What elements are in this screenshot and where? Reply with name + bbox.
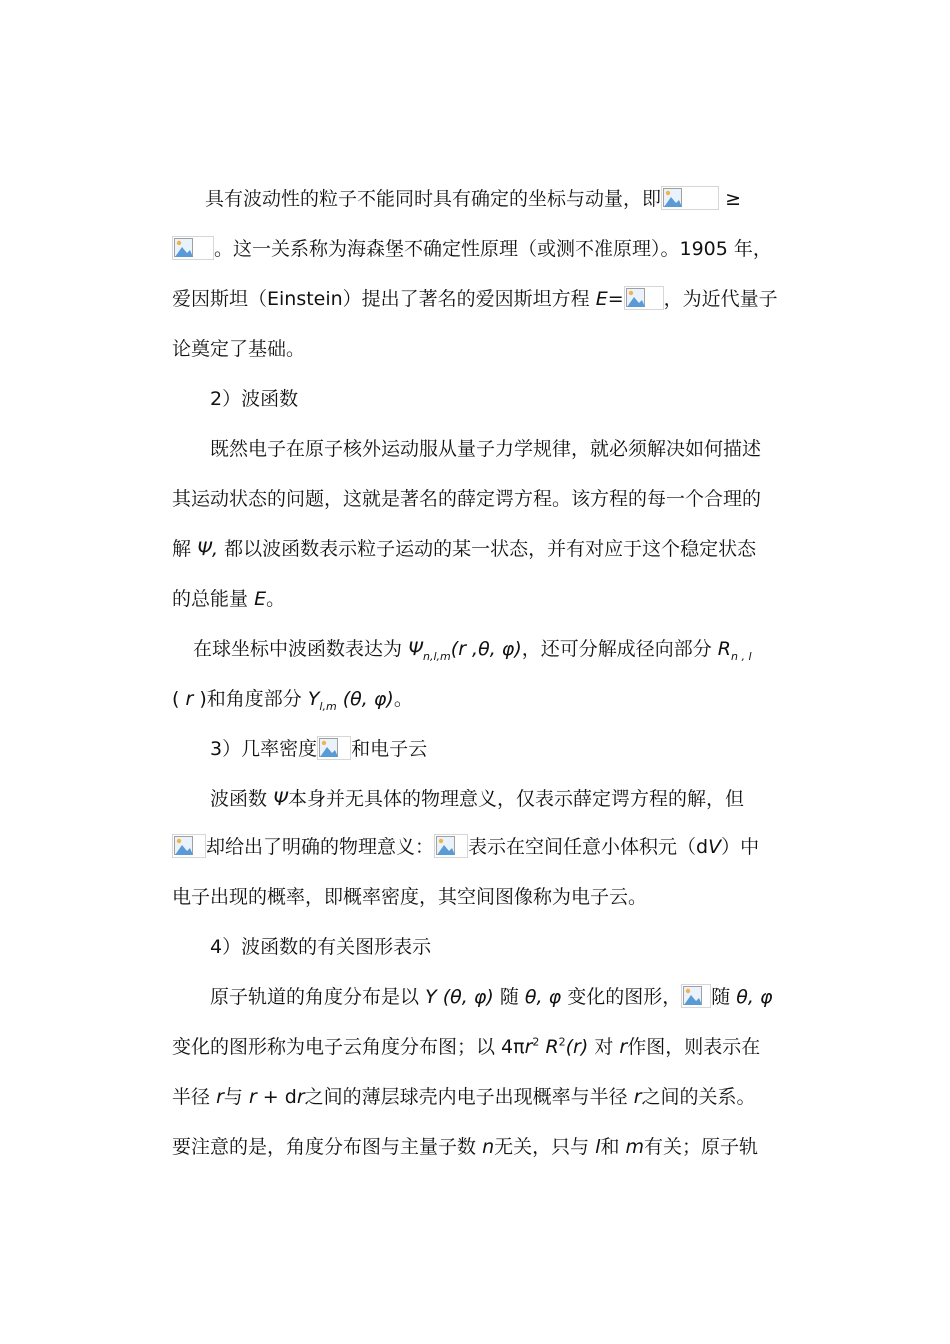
text: 和 (600, 1136, 620, 1158)
text: 变化的图形， (567, 986, 682, 1008)
broken-image-icon (434, 834, 468, 858)
math-var: n (482, 1136, 495, 1158)
math-args: (θ, φ) (442, 986, 494, 1008)
text: 既然电子在原子核外运动服从量子力学规律，就必须解决如何描述 (210, 438, 762, 460)
paragraph-1-line-1 (205, 184, 741, 214)
math-var: r (248, 1086, 257, 1108)
math-var: E (595, 288, 608, 310)
math-var: Y (425, 986, 437, 1008)
text: 之间的关系。 (641, 1086, 756, 1108)
math-superscript: 2 (532, 1035, 540, 1049)
text: 解 (172, 538, 192, 560)
broken-image-icon (661, 186, 719, 210)
math-subscript: n , l (731, 649, 752, 663)
text: 爱因斯坦（Einstein）提出了著名的爱因斯坦方程 (172, 288, 590, 310)
math-subscript: n,l,m (423, 649, 451, 663)
math-var: Ψ, (197, 538, 219, 560)
math-var: R (545, 1036, 559, 1058)
math-superscript: 2 (558, 1035, 566, 1049)
text: 和角度部分 (206, 688, 302, 710)
paragraph-3-line-2 (172, 684, 413, 714)
text: 对 (594, 1036, 614, 1058)
math-var: r (619, 1036, 628, 1058)
math-var: r (524, 1036, 533, 1058)
text: 原子轨道的角度分布是以 (210, 986, 420, 1008)
math-var: r (296, 1086, 305, 1108)
math-var: Y (307, 688, 320, 710)
math-var: r (185, 688, 194, 710)
text: 在球坐标中波函数表达为 (193, 638, 403, 660)
paragraph-4-line-1 (210, 784, 744, 814)
paragraph-2-line-4 (172, 584, 285, 614)
text: 都以波函数表示粒子运动的某一状态，并有对应于这个稳定状态 (224, 538, 757, 560)
text: 表示在空间任意小体积元（d (468, 836, 709, 858)
text: 。 (393, 688, 413, 710)
text: ，还可分解成径向部分 (521, 638, 712, 660)
math-var: r (633, 1086, 642, 1108)
text: ( (172, 688, 180, 710)
math-var: E (254, 588, 267, 610)
text: 波函数 (210, 788, 268, 810)
text: ≥ (725, 188, 741, 210)
paragraph-5-line-1 (210, 982, 773, 1012)
math-var: Ψ (273, 788, 289, 810)
text: 2）波函数 (210, 388, 299, 410)
text: 论奠定了基础。 (172, 338, 306, 360)
math-var: r (216, 1086, 224, 1108)
broken-image-icon (172, 834, 206, 858)
text: 有关；原子轨 (644, 1136, 759, 1158)
paragraph-1-line-4 (172, 334, 305, 364)
text: 随 (711, 986, 731, 1008)
paragraph-2-line-2 (172, 484, 761, 514)
text: + d (262, 1086, 297, 1108)
text: = (607, 288, 624, 310)
math-args: (θ, φ) (342, 688, 394, 710)
text: 变化的图形称为电子云角度分布图；以 4π (172, 1036, 525, 1058)
heading-4 (210, 932, 431, 962)
heading-3 (210, 734, 427, 764)
text: ）中 (721, 836, 760, 858)
broken-image-icon (624, 286, 664, 310)
paragraph-2-line-1 (210, 434, 761, 464)
math-args: (r) (565, 1036, 589, 1058)
paragraph-5-line-3 (172, 1082, 756, 1112)
text: 具有波动性的粒子不能同时具有确定的坐标与动量，即 (205, 188, 662, 210)
text: 本身并无具体的物理意义，仅表示薛定谔方程的解，但 (288, 788, 745, 810)
paragraph-5-line-2 (172, 1032, 760, 1062)
text: 3）几率密度 (210, 738, 318, 760)
text: 电子出现的概率，即概率密度，其空间图像称为电子云。 (172, 886, 648, 908)
broken-image-icon (681, 984, 711, 1008)
text: 无关，只与 (494, 1136, 590, 1158)
text: 其运动状态的问题，这就是著名的薛定谔方程。该方程的每一个合理的 (172, 488, 762, 510)
math-var: Ψ (408, 638, 424, 660)
text: 与 (223, 1086, 243, 1108)
text: 。这一关系称为海森堡不确定性原理（或测不准原理）。1905 年， (214, 238, 772, 260)
paragraph-4-line-3 (172, 882, 647, 912)
text: 的总能量 (172, 588, 249, 610)
math-var: V (708, 836, 722, 858)
text: 。 (266, 588, 286, 610)
text: 4）波函数的有关图形表示 (210, 936, 432, 958)
broken-image-icon (172, 236, 214, 260)
text: ，为近代量子 (663, 288, 778, 310)
paragraph-4-line-2 (172, 832, 759, 862)
text: 之间的薄层球壳内电子出现概率与半径 (304, 1086, 628, 1108)
text: 半径 (172, 1086, 211, 1108)
paragraph-3-line-1 (193, 634, 752, 664)
text: 却给出了明确的物理意义： (206, 836, 435, 858)
math-subscript: l,m (319, 699, 337, 713)
text: 要注意的是，角度分布图与主量子数 (172, 1136, 477, 1158)
paragraph-1-line-2 (172, 234, 772, 264)
math-var: θ, φ (736, 986, 773, 1008)
math-var: θ, φ (524, 986, 562, 1008)
text: 和电子云 (351, 738, 428, 760)
paragraph-5-line-4 (172, 1132, 758, 1162)
math-var: R (717, 638, 731, 660)
text: 随 (499, 986, 519, 1008)
text: 作图，则表示在 (627, 1036, 761, 1058)
heading-2 (210, 384, 298, 414)
math-var: l (595, 1136, 601, 1158)
paragraph-2-line-3 (172, 534, 756, 564)
paragraph-1-line-3 (172, 284, 778, 314)
math-var: m (625, 1136, 645, 1158)
math-args: (r ,θ, φ) (450, 638, 522, 660)
text: ) (199, 688, 207, 710)
broken-image-icon (317, 736, 351, 760)
